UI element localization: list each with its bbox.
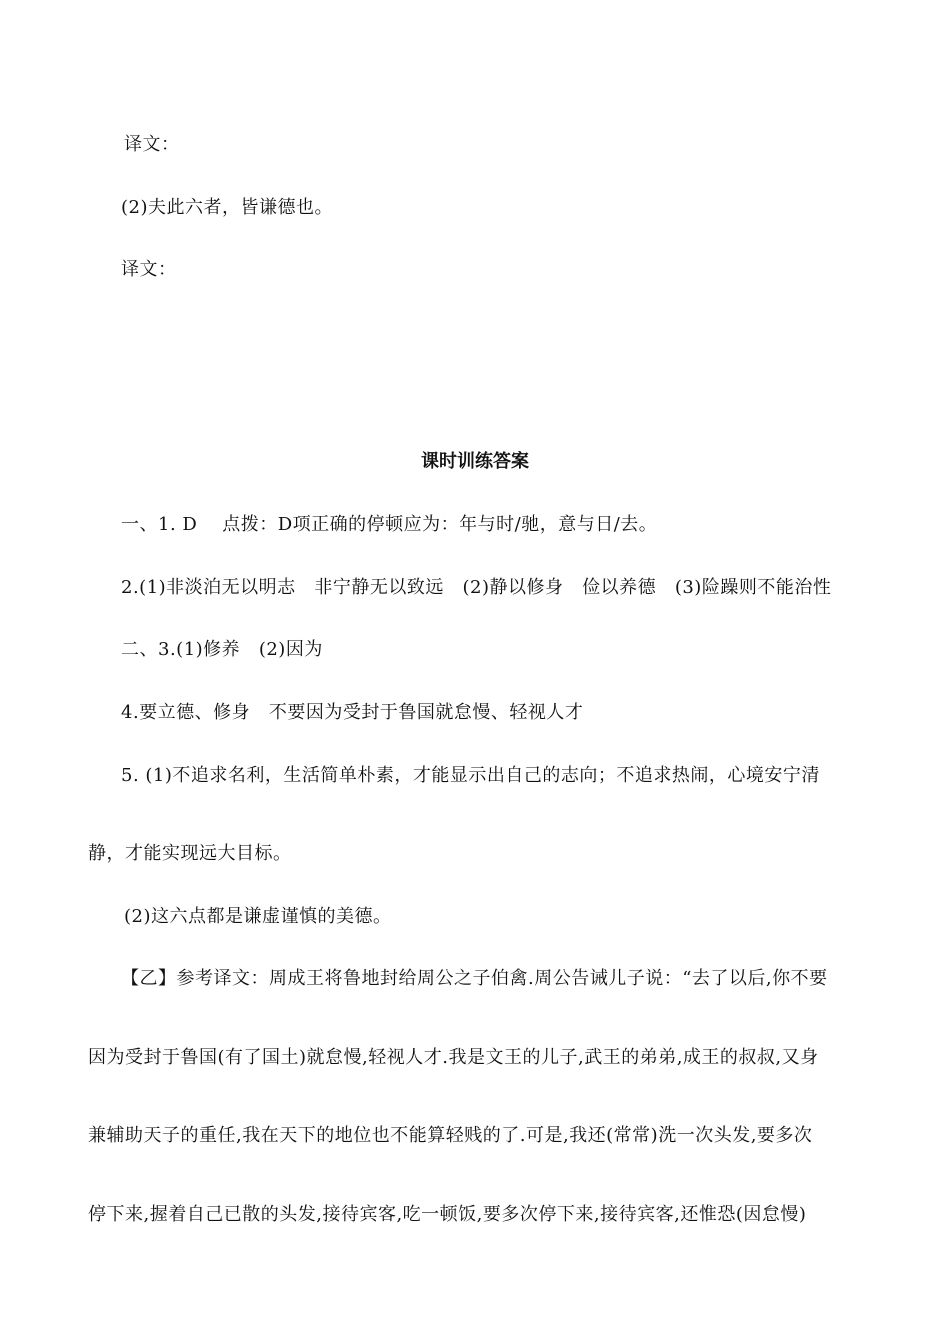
answer-line-1: 一、1. D 点拨：D项正确的停顿应为：年与时/驰，意与日/去。: [121, 514, 658, 535]
translation-label-2: 译文：: [121, 259, 177, 280]
yi-translation-line-3: 兼辅助天子的重任,我在天下的地位也不能算轻贱的了.可是,我还(常常)洗一次头发,要多次: [88, 1125, 813, 1146]
yi-translation-line-2: 因为受封于鲁国(有了国土)就怠慢,轻视人才.我是文王的儿子,武王的弟弟,成王的叔叔,又身: [88, 1047, 819, 1068]
answer-line-3: 二、3.(1)修养 (2)因为: [121, 639, 323, 660]
question-line-2: (2)夫此六者，皆谦德也。: [121, 197, 333, 218]
translation-label-1: 译文：: [124, 134, 180, 155]
answer-line-2: 2.(1)非淡泊无以明志 非宁静无以致远 (2)静以修身 俭以养德 (3)险躁则不能治性: [121, 577, 832, 598]
yi-translation-line-4: 停下来,握着自己已散的头发,接待宾客,吃一顿饭,要多次停下来,接待宾客,还惟恐(因怠慢): [88, 1204, 807, 1225]
answer-line-5a: 5. (1)不追求名利，生活简单朴素，才能显示出自己的志向；不追求热闹，心境安宁清: [121, 765, 820, 786]
answer-line-5b: 静，才能实现远大目标。: [88, 843, 292, 864]
answers-heading: 课时训练答案: [421, 451, 529, 472]
yi-translation-line-1: 【乙】参考译文：周成王将鲁地封给周公之子伯禽.周公告诫儿子说：“去了以后,你不要: [121, 968, 828, 989]
answer-line-4: 4.要立德、修身 不要因为受封于鲁国就怠慢、轻视人才: [121, 702, 584, 723]
answer-line-5c: (2)这六点都是谦虚谨慎的美德。: [124, 906, 392, 927]
